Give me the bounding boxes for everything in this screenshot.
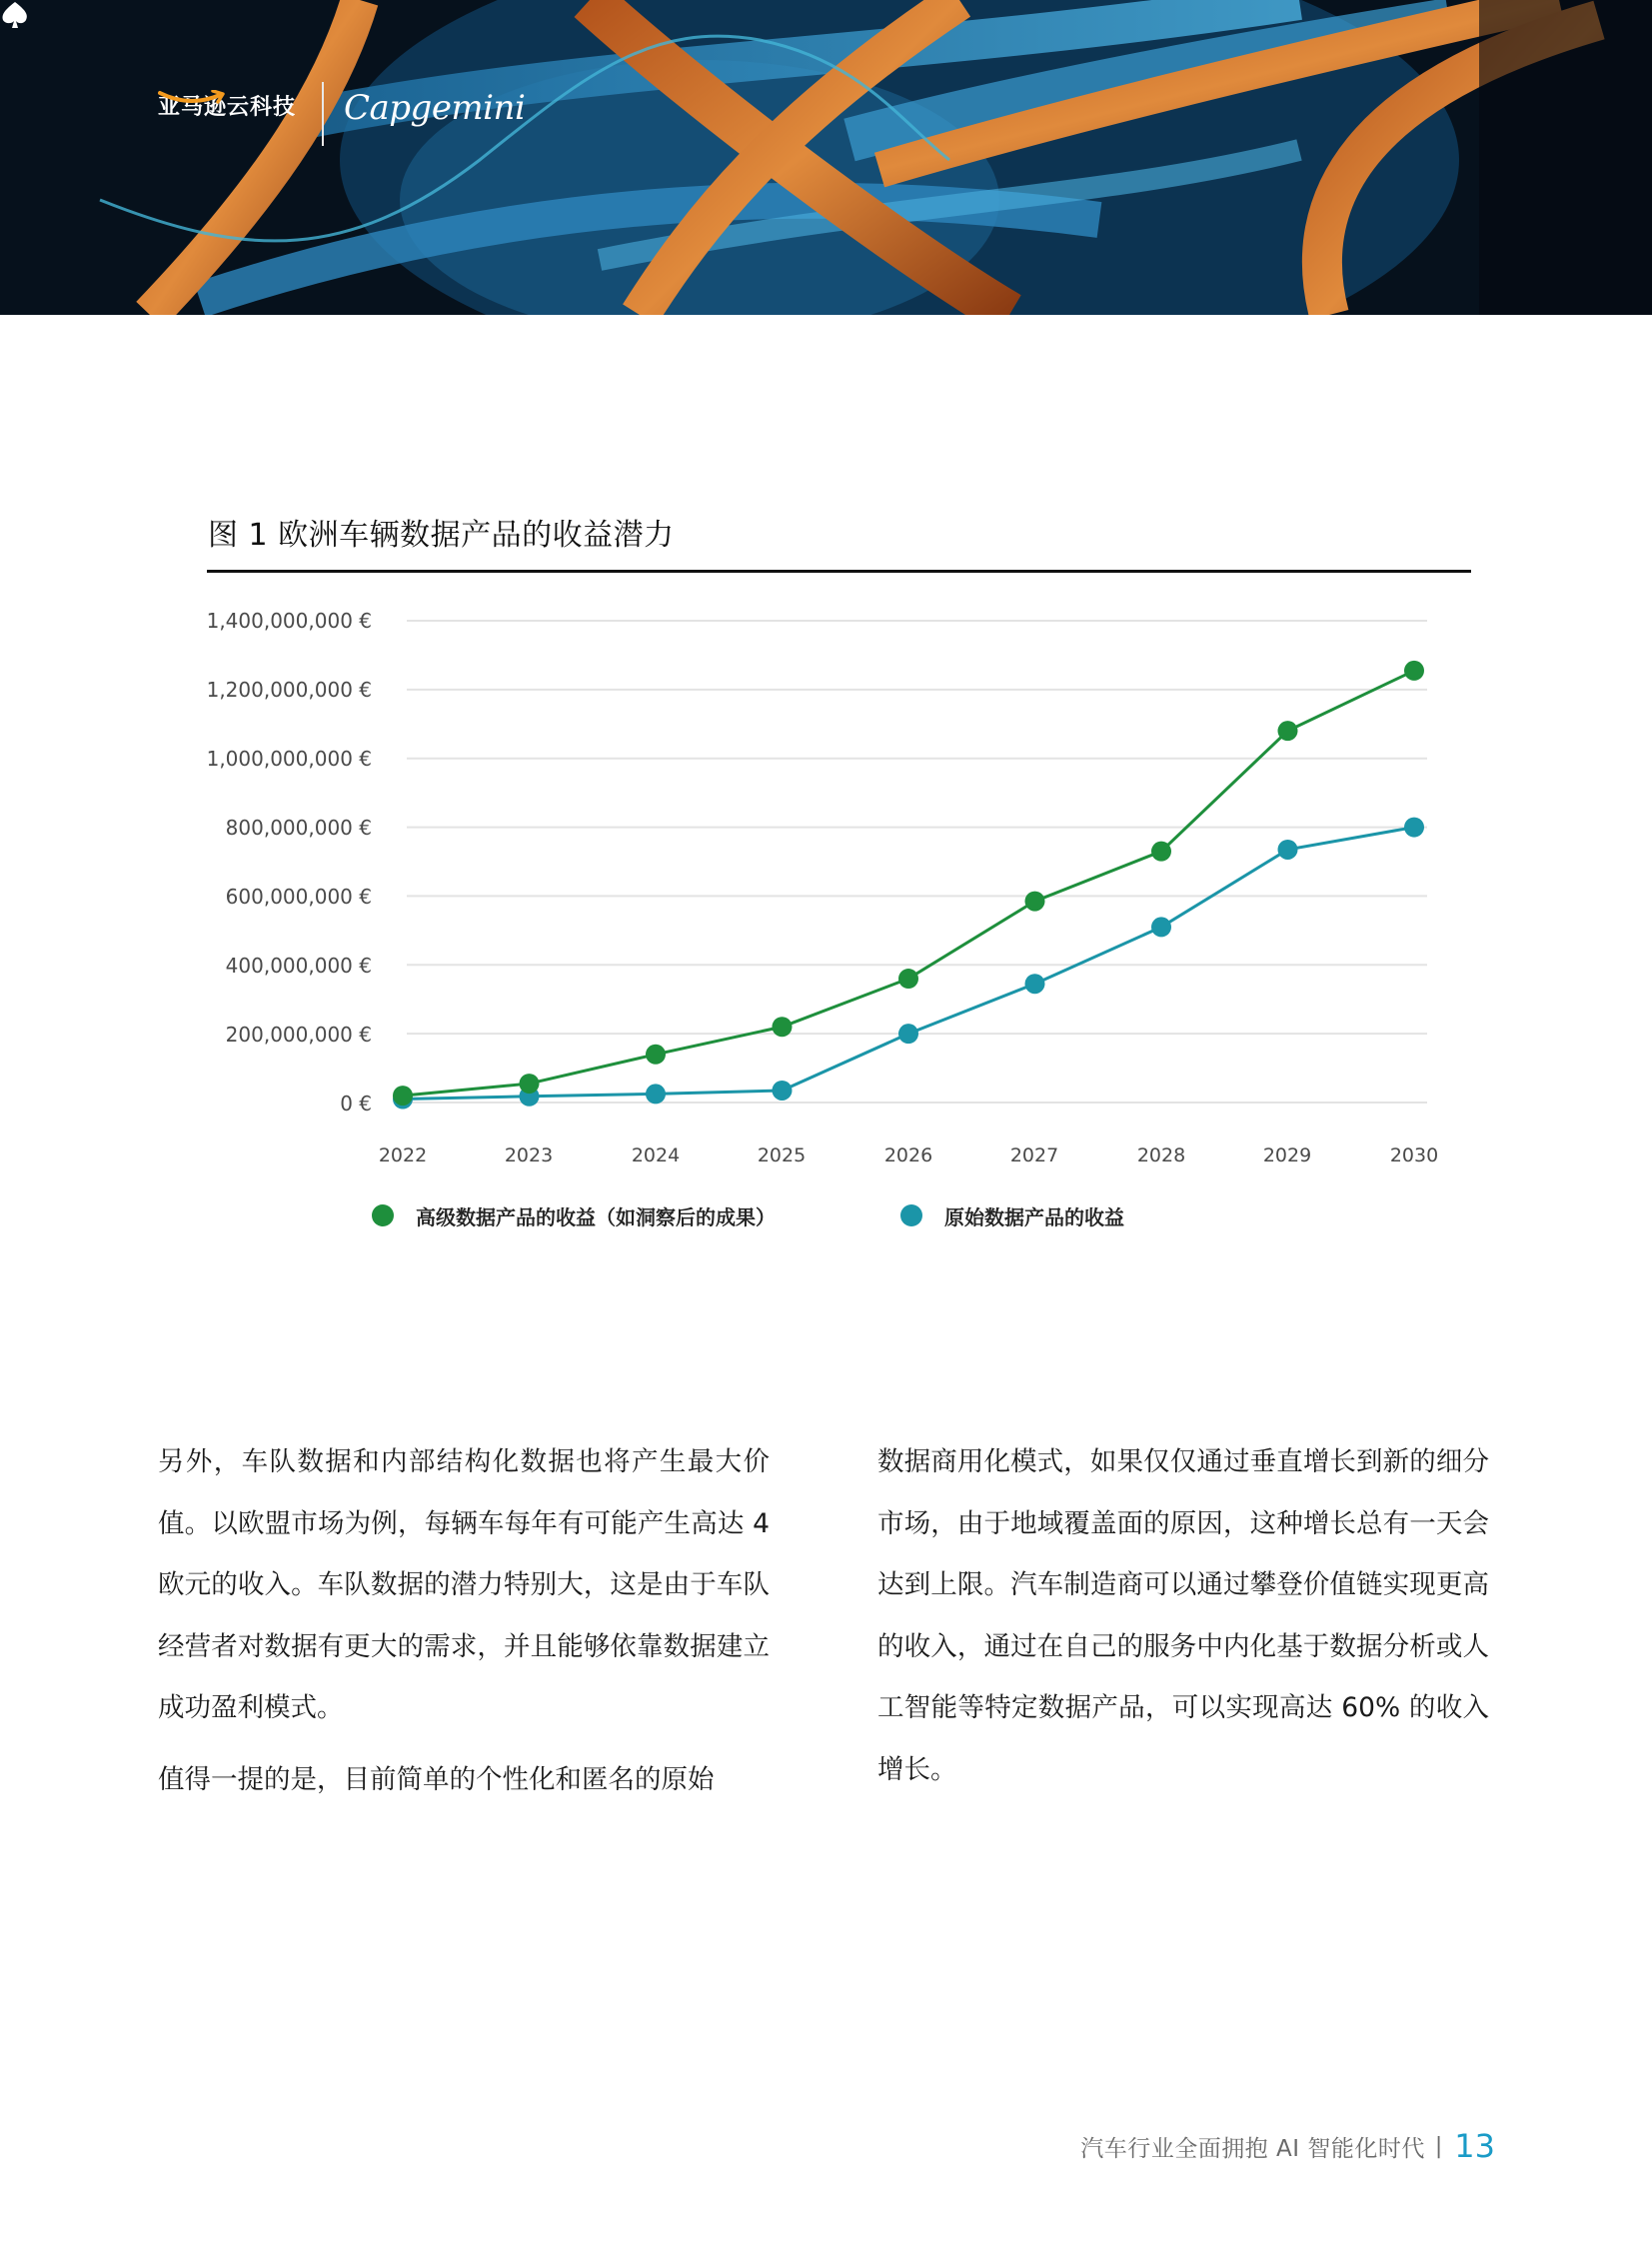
x-tick-label: 2029 [1262, 1144, 1312, 1166]
y-tick-label: 600,000,000 € [225, 885, 372, 909]
footer-document-title: 汽车行业全面拥抱 AI 智能化时代 [1080, 2135, 1425, 2162]
amazon-logo-text: 亚马逊云科技 [158, 95, 297, 120]
body-column-right [877, 1431, 1489, 1810]
page-footer [1080, 2127, 1495, 2165]
x-tick-label: 2023 [504, 1144, 554, 1166]
legend-label: 原始数据产品的收益 [944, 1204, 1124, 1229]
x-tick-label: 2024 [631, 1144, 681, 1166]
y-tick-label: 1,400,000,000 € [206, 609, 372, 633]
body-paragraph: 值得一提的是，目前简单的个性化和匿名的原始 [158, 1763, 715, 1795]
x-tick-label: 2030 [1389, 1144, 1439, 1166]
legend-label: 高级数据产品的收益（如洞察后的成果） [416, 1204, 776, 1229]
legend-green-dot-icon [372, 1204, 394, 1226]
y-tick-label: 200,000,000 € [225, 1023, 372, 1047]
data-point-marker [646, 1045, 666, 1065]
data-point-marker [1404, 818, 1424, 838]
data-point-marker [898, 969, 918, 989]
data-point-marker [1404, 661, 1424, 681]
data-point-marker [898, 1024, 918, 1044]
raw-data-revenue-line [403, 828, 1414, 1100]
x-tick-label: 2027 [1009, 1144, 1059, 1166]
y-tick-label: 1,000,000,000 € [206, 747, 372, 771]
data-point-marker [1151, 842, 1171, 862]
body-column-left [158, 1431, 770, 1820]
y-tick-label: 400,000,000 € [225, 954, 372, 978]
page-number: 13 [1454, 2127, 1495, 2165]
data-point-marker [1278, 721, 1298, 741]
x-tick-label: 2025 [757, 1144, 807, 1166]
body-paragraph: 数据商用化模式，如果仅仅通过垂直增长到新的细分市场，由于地域覆盖面的原因，这种增长总有一天会达到上限。汽车制造商可以通过攀登价值链实现更高的收入，通过在自己的服务中内化基于数据分析或人工智能等特定数据产品，可以实现高达 60% 的收入增长。 [877, 1446, 1489, 1785]
x-tick-label: 2022 [378, 1144, 428, 1166]
legend-teal-dot-icon [900, 1204, 922, 1226]
legend-item-advanced-data-revenue [372, 1201, 776, 1229]
capgemini-logo-text: Capgemini [344, 88, 526, 128]
data-point-marker [646, 1084, 666, 1104]
y-tick-label: 800,000,000 € [225, 816, 372, 840]
x-tick-label: 2028 [1136, 1144, 1186, 1166]
figure-title: 图 1 欧洲车辆数据产品的收益潜力 [208, 518, 675, 553]
data-point-marker [393, 1086, 413, 1106]
y-tick-label: 0 € [340, 1092, 372, 1116]
data-point-marker [773, 1081, 793, 1101]
data-point-marker [1025, 974, 1045, 994]
legend-item-raw-data-revenue [900, 1201, 1124, 1229]
footer-separator: | [1434, 2133, 1443, 2159]
x-tick-label: 2026 [883, 1144, 933, 1166]
data-point-marker [1025, 892, 1045, 912]
data-point-marker [1151, 917, 1171, 937]
body-paragraph: 另外，车队数据和内部结构化数据也将产生最大价值。以欧盟市场为例，每辆车每年有可能产生高达 4 欧元的收入。车队数据的潜力特别大，这是由于车队经营者对数据有更大的需求，并且能够依靠数据建立成功盈利模式。 [158, 1446, 770, 1723]
y-tick-label: 1,200,000,000 € [206, 678, 372, 702]
data-point-marker [773, 1017, 793, 1037]
data-point-marker [1278, 840, 1298, 860]
data-point-marker [520, 1074, 540, 1094]
